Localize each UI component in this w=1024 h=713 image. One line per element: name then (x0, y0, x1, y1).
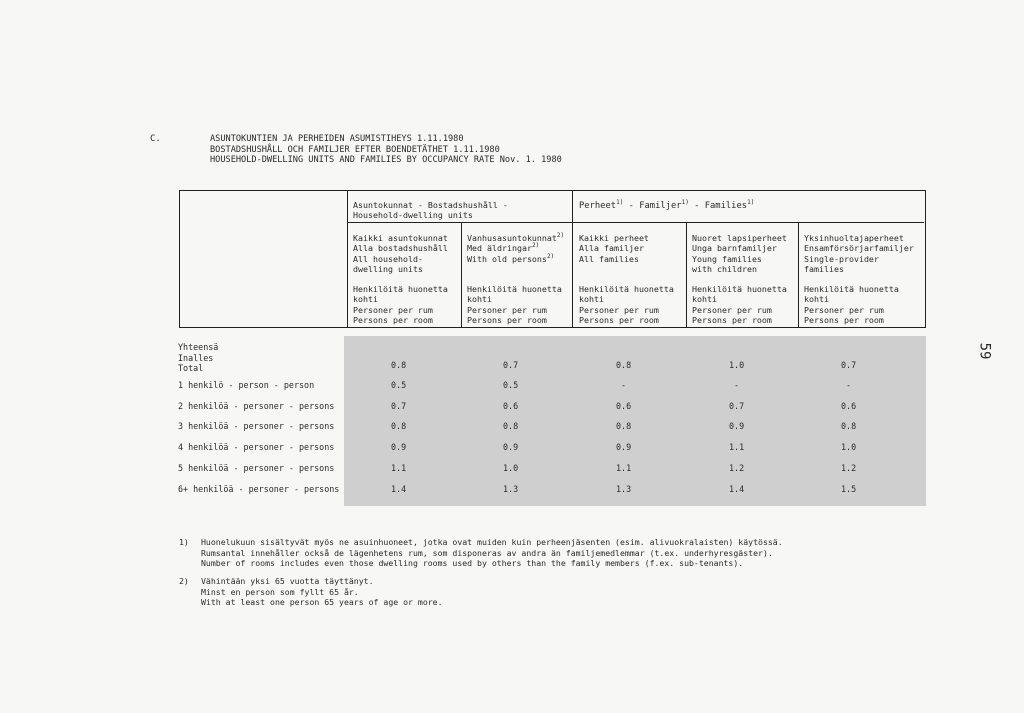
table-cell-value: 1.4 (729, 484, 745, 494)
header-divider (798, 222, 799, 327)
table-cell-value: 0.7 (503, 360, 519, 370)
column-header-young-families: Nuoret lapsiperheet Unga barnfamiljer Young families with children (692, 233, 787, 275)
table-cell-value: 1.1 (616, 463, 632, 473)
table-cell-value: 0.9 (616, 442, 632, 452)
table-cell-value: 1.1 (729, 442, 745, 452)
table-cell-value: 0.6 (841, 401, 857, 411)
unit-label: Henkilöitä huonetta kohti Personer per rum Persons per room (692, 284, 787, 326)
section-letter: C. (150, 134, 161, 144)
table-cell-value: 1.0 (841, 442, 857, 452)
table-cell-value: 0.7 (391, 401, 407, 411)
header-divider (686, 222, 687, 327)
table-cell-value: 0.9 (391, 442, 407, 452)
footnote-text: Vähintään yksi 65 vuotta täyttänyt. Minst en person som fyllt 65 år. With at least one person 65 years of age or more. (201, 576, 443, 608)
table-cell-value: 0.9 (729, 421, 745, 431)
header-divider (347, 222, 924, 223)
table-cell-value: 1.3 (616, 484, 632, 494)
unit-label: Henkilöitä huonetta kohti Personer per rum Persons per room (804, 284, 899, 326)
row-label-total: Yhteensä Inalles Total (178, 342, 219, 374)
table-cell-value: 0.8 (841, 421, 857, 431)
table-cell-value: - (734, 380, 740, 390)
footnote-marker: 1) (179, 537, 189, 547)
table-cell-value: 0.8 (503, 421, 519, 431)
table-cell-value: 1.4 (391, 484, 407, 494)
table-cell-value: 1.2 (841, 463, 857, 473)
table-cell-value: 0.8 (616, 421, 632, 431)
table-cell-value: 0.9 (503, 442, 519, 452)
column-header-old-persons: Vanhusasuntokunnat$^{2)}$ Med äldringar$^{2)}$ With old persons$^{2)}$ (467, 232, 565, 264)
title-line-sv: BOSTADSHUSHÅLL OCH FAMILJER EFTER BOENDETÄTHET 1.11.1980 (210, 144, 500, 155)
unit-label: Henkilöitä huonetta kohti Personer per rum Persons per room (353, 284, 448, 326)
table-cell-value: 0.8 (391, 421, 407, 431)
table-cell-value: - (621, 380, 627, 390)
table-cell-value: 1.5 (841, 484, 857, 494)
table-cell-value: 0.6 (616, 401, 632, 411)
table-cell-value: 0.7 (729, 401, 745, 411)
row-label: 2 henkilöä - personer - persons (178, 401, 335, 411)
column-header-all-families: Kaikki perheet Alla familjer All families (579, 233, 649, 264)
row-label: 5 henkilöä - personer - persons (178, 463, 335, 473)
row-label: 4 henkilöä - personer - persons (178, 442, 335, 452)
table-cell-value: 0.5 (391, 380, 407, 390)
header-divider (461, 222, 462, 327)
table-cell-value: 1.0 (503, 463, 519, 473)
table-cell-value: - (846, 380, 852, 390)
table-cell-value: 0.6 (503, 401, 519, 411)
row-label: 6+ henkilöä - personer - persons (178, 484, 340, 494)
row-label: 1 henkilö - person - person (178, 380, 315, 390)
group-header-household: Asuntokunnat - Bostadshushåll - Household-dwelling units (353, 200, 508, 221)
data-area-shading (344, 336, 926, 506)
header-divider (347, 190, 348, 327)
table-cell-value: 1.0 (729, 360, 745, 370)
unit-label: Henkilöitä huonetta kohti Personer per rum Persons per room (579, 284, 674, 326)
footnote-marker: 2) (179, 576, 189, 586)
table-cell-value: 0.8 (391, 360, 407, 370)
table-cell-value: 0.8 (616, 360, 632, 370)
group-header-families: Perheet$^{1)}$ - Familjer$^{1)}$ - Families$^{1)}$ (579, 199, 755, 211)
table-cell-value: 1.1 (391, 463, 407, 473)
column-header-all-households: Kaikki asuntokunnat Alla bostadshushåll All household- dwelling units (353, 233, 448, 275)
table-cell-value: 0.7 (841, 360, 857, 370)
footnote-text: Huonelukuun sisältyvät myös ne asuinhuoneet, jotka ovat muiden kuin perheenjäsenten (esim. alivuokralaisten) käytössä. Rumsantal innehåller också de lägenhetens rum, som disponeras av andra än familjemedlemmar (t.ex. underhyresgäster). Number of rooms includes even those dwelling rooms used by others than the family members (f.ex. sub-tenants). (201, 537, 783, 569)
table-cell-value: 0.5 (503, 380, 519, 390)
table-title (210, 134, 562, 166)
row-label: 3 henkilöä - personer - persons (178, 421, 335, 431)
title-line-en: HOUSEHOLD-DWELLING UNITS AND FAMILIES BY OCCUPANCY RATE Nov. 1. 1980 (210, 155, 562, 166)
page-number: 59 (976, 342, 993, 360)
header-divider (572, 190, 573, 327)
table-cell-value: 1.2 (729, 463, 745, 473)
column-header-single-provider: Yksinhuoltajaperheet Ensamförsörjarfamiljer Single-provider families (804, 233, 914, 275)
title-line-fi: ASUNTOKUNTIEN JA PERHEIDEN ASUMISTIHEYS 1.11.1980 (210, 134, 464, 144)
unit-label: Henkilöitä huonetta kohti Personer per rum Persons per room (467, 284, 562, 326)
table-cell-value: 1.3 (503, 484, 519, 494)
